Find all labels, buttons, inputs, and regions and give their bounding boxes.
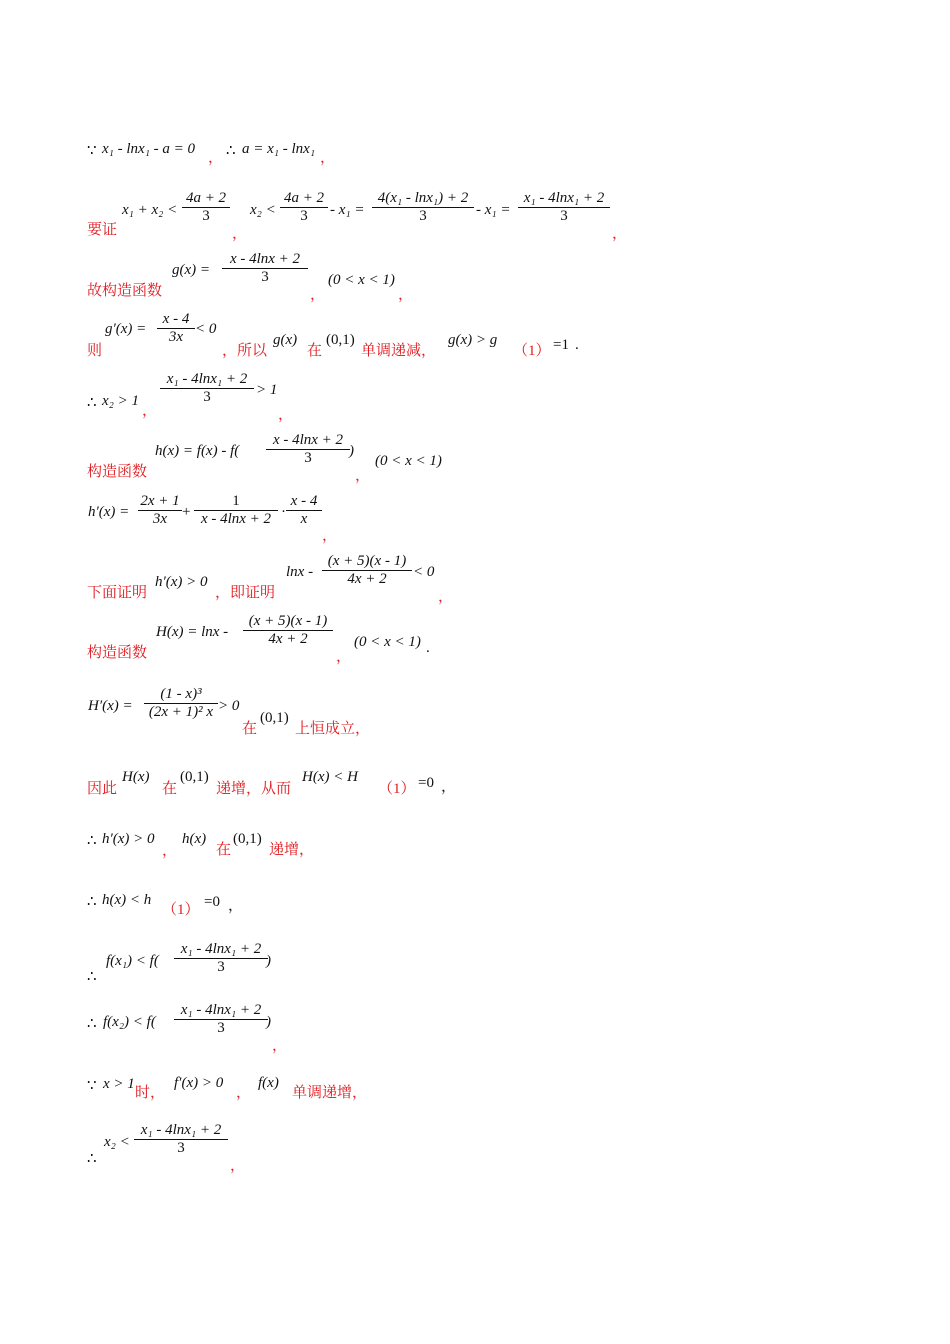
math-inequality: h′(x) > 0 — [155, 574, 208, 590]
punctuation: ， — [438, 589, 454, 605]
punctuation: ， — [355, 468, 371, 484]
fraction: 2x + 1 3x — [138, 493, 182, 528]
math-inequality: h′(x) > 0 — [102, 831, 155, 847]
punctuation: ， — [232, 226, 248, 242]
punctuation: ， — [310, 287, 326, 303]
fraction: x - 4lnx + 2 3 — [266, 432, 350, 467]
math-domain: (0 < x < 1) — [328, 272, 395, 288]
math-domain: (0 < x < 1) — [354, 634, 421, 650]
math-term: H(x) — [122, 769, 150, 785]
fraction: x - 4 3x — [157, 311, 195, 346]
text-lead: 要证 — [87, 222, 118, 238]
math-equation: a = x₁ - lnx₁ — [242, 141, 316, 157]
fraction: 1 x - 4lnx + 2 — [194, 493, 278, 528]
fraction: (1 - x)³ (2x + 1)² x — [144, 686, 218, 721]
punctuation: . — [575, 337, 579, 353]
math-term: ) — [266, 1014, 271, 1030]
therefore-symbol: ∴ — [87, 1016, 97, 1032]
math-term: > 0 — [218, 698, 240, 714]
math-term: + — [182, 504, 191, 520]
math-term: H(x) < H — [302, 769, 358, 785]
fraction: 4(x₁ - lnx₁) + 2 3 — [372, 190, 474, 225]
math-term: =0 — [418, 775, 434, 791]
math-function: g(x) = — [172, 262, 211, 278]
text: 上恒成立， — [295, 721, 371, 737]
math-term: - x₁ = — [330, 202, 365, 218]
punctuation: ， — [208, 150, 224, 166]
fraction: 4a + 2 3 — [182, 190, 230, 225]
math-term: lnx - — [286, 564, 314, 580]
fraction: 4a + 2 3 — [280, 190, 328, 225]
math-inequality: h(x) < h — [102, 892, 152, 908]
math-term: =1 — [553, 337, 569, 353]
punctuation: ， — [272, 1038, 288, 1054]
fraction: x - 4 x — [286, 493, 322, 528]
text: 递增，从而 — [216, 781, 292, 797]
math-inequality: x₂ < — [104, 1134, 130, 1150]
fraction: (x + 5)(x - 1) 4x + 2 — [243, 613, 333, 648]
math-function: H(x) = lnx - — [156, 624, 229, 640]
math-term: · — [281, 504, 286, 520]
text: 单调递减， — [361, 343, 437, 359]
text-lead: 则 — [87, 343, 103, 359]
math-term: g(x) > g — [448, 332, 498, 348]
math-inequality: x₁ + x₂ < — [122, 202, 178, 218]
math-interval: (0,1) — [326, 332, 355, 348]
punctuation: ， — [230, 1158, 246, 1174]
math-function: h(x) = f(x) - f( — [155, 443, 240, 459]
punctuation: ， — [398, 287, 414, 303]
math-domain: (0 < x < 1) — [375, 453, 442, 469]
fraction: x₁ - 4lnx₁ + 2 3 — [174, 941, 268, 976]
math-term: =0 — [204, 894, 220, 910]
math-term: - x₁ = — [476, 202, 511, 218]
punctuation: ， — [228, 898, 244, 914]
punctuation: ， — [336, 649, 352, 665]
math-inequality: f(x₂) < f( — [103, 1014, 156, 1030]
therefore-symbol: ∴ — [226, 143, 236, 159]
math-inequality: f′(x) > 0 — [174, 1075, 224, 1091]
therefore-symbol: ∴ — [87, 833, 97, 849]
fraction: x - 4lnx + 2 3 — [222, 251, 308, 286]
punctuation: ， — [236, 1085, 252, 1101]
text-lead: 故构造函数 — [87, 283, 163, 299]
text-lead: 因此 — [87, 781, 118, 797]
punctuation: ， — [612, 226, 628, 242]
therefore-symbol: ∴ — [87, 969, 97, 985]
punctuation: ， — [162, 843, 178, 859]
text: 在 — [162, 781, 178, 797]
math-interval: (0,1) — [180, 769, 209, 785]
math-interval: (0,1) — [260, 710, 289, 726]
math-derivative: h′(x) = — [88, 504, 130, 520]
punctuation: ， — [142, 403, 158, 419]
text-lead: 构造函数 — [87, 645, 148, 661]
because-symbol: ∵ — [87, 143, 97, 159]
math-term: ) — [266, 953, 271, 969]
text-lead: 下面证明 — [87, 585, 148, 601]
text: 单调递增， — [292, 1085, 368, 1101]
punctuation: ， — [320, 150, 336, 166]
math-inequality: f(x₁) < f( — [106, 953, 159, 969]
math-derivative: g′(x) = — [105, 321, 147, 337]
text: ，所以 — [222, 343, 268, 359]
math-interval: (0,1) — [233, 831, 262, 847]
therefore-symbol: ∴ — [87, 1151, 97, 1167]
text: 递增， — [269, 842, 315, 858]
fraction: x₁ - 4lnx₁ + 2 3 — [174, 1002, 268, 1037]
therefore-symbol: ∴ — [87, 894, 97, 910]
text: （1） — [513, 343, 551, 359]
math-derivative: H′(x) = — [88, 698, 133, 714]
math-inequality: x > 1 — [103, 1076, 135, 1092]
fraction: x₁ - 4lnx₁ + 2 3 — [518, 190, 610, 225]
punctuation: ， — [322, 528, 338, 544]
text: （1） — [378, 781, 416, 797]
text: 在 — [216, 842, 232, 858]
text: 时， — [135, 1085, 166, 1101]
math-inequality: x₂ > 1 — [102, 393, 139, 409]
text-lead: 构造函数 — [87, 464, 148, 480]
punctuation: ， — [441, 779, 457, 795]
text: 在 — [242, 721, 258, 737]
fraction: x₁ - 4lnx₁ + 2 3 — [134, 1122, 228, 1157]
fraction: (x + 5)(x - 1) 4x + 2 — [322, 553, 412, 588]
text: （1） — [162, 902, 200, 918]
math-equation: x₁ - lnx₁ - a = 0 — [102, 141, 196, 157]
math-term: < 0 — [195, 321, 217, 337]
fraction: x₁ - 4lnx₁ + 2 3 — [160, 371, 254, 406]
text: 在 — [307, 343, 323, 359]
therefore-symbol: ∴ — [87, 395, 97, 411]
math-inequality: x₂ < — [250, 202, 276, 218]
text: ，即证明 — [215, 585, 276, 601]
because-symbol: ∵ — [87, 1078, 97, 1094]
math-term: < 0 — [413, 564, 435, 580]
math-term: h(x) — [182, 831, 207, 847]
punctuation: ， — [278, 407, 294, 423]
math-term: f(x) — [258, 1075, 279, 1091]
math-term: g(x) — [273, 332, 298, 348]
punctuation: . — [426, 640, 430, 656]
math-term: > 1 — [256, 382, 278, 398]
math-term: ) — [349, 443, 354, 459]
